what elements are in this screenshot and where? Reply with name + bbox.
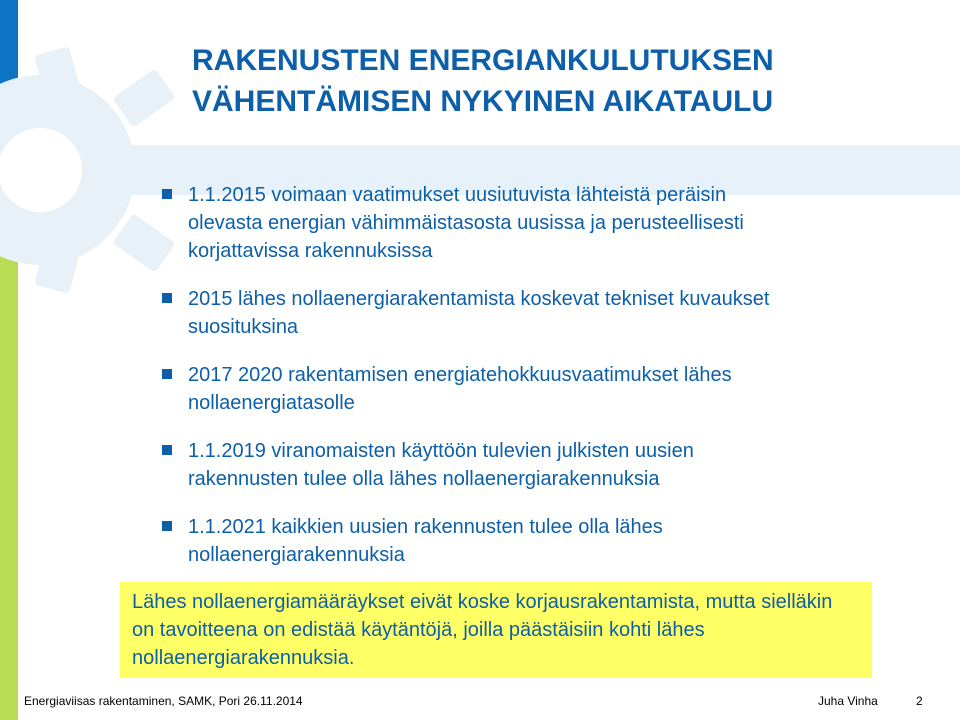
- footer-event: Energiaviisas rakentaminen, SAMK, Pori 26.11.2014: [24, 694, 303, 708]
- bullet-text: 2015 lähes nollaenergiarakentamista koskevat tekniset kuvaukset suosituksina: [188, 288, 770, 338]
- bullet-text: 1.1.2021 kaikkien uusien rakennusten tulee olla lähes nollaenergiarakennuksia: [188, 516, 663, 566]
- square-bullet-icon: [162, 521, 172, 531]
- bullet-item: [160, 181, 800, 265]
- bullet-list: [160, 181, 800, 589]
- square-bullet-icon: [162, 293, 172, 303]
- bullet-text: 1.1.2019 viranomaisten käyttöön tulevien julkisten uusien rakennusten tulee olla lähes nollaenergiarakennuksia: [188, 440, 694, 490]
- bullet-text: 2017 2020 rakentamisen energiatehokkuusvaatimukset lähes nollaenergiatasolle: [188, 364, 732, 414]
- bullet-item: [160, 285, 800, 341]
- slide-title: RAKENUSTEN ENERGIANKULUTUKSEN VÄHENTÄMISEN NYKYINEN AIKATAULU: [192, 44, 774, 118]
- footer-author: Juha Vinha: [818, 694, 878, 708]
- bullet-item: [160, 513, 800, 569]
- square-bullet-icon: [162, 445, 172, 455]
- bullet-item: [160, 437, 800, 493]
- note-box: Lähes nollaenergiamääräykset eivät koske korjausrakentamista, mutta sielläkin on tavoitteena on edistää käytäntöjä, joilla päästäisiin kohti lähes nollaenergiarakennuksia.: [120, 582, 872, 678]
- square-bullet-icon: [162, 189, 172, 199]
- bullet-text: 1.1.2015 voimaan vaatimukset uusiutuvista lähteistä peräisin olevasta energian vähimmäistasosta uusissa ja perusteellisesti korjattavissa rakennuksissa: [188, 184, 744, 262]
- square-bullet-icon: [162, 369, 172, 379]
- bullet-item: [160, 361, 800, 417]
- page-number: 2: [916, 694, 923, 708]
